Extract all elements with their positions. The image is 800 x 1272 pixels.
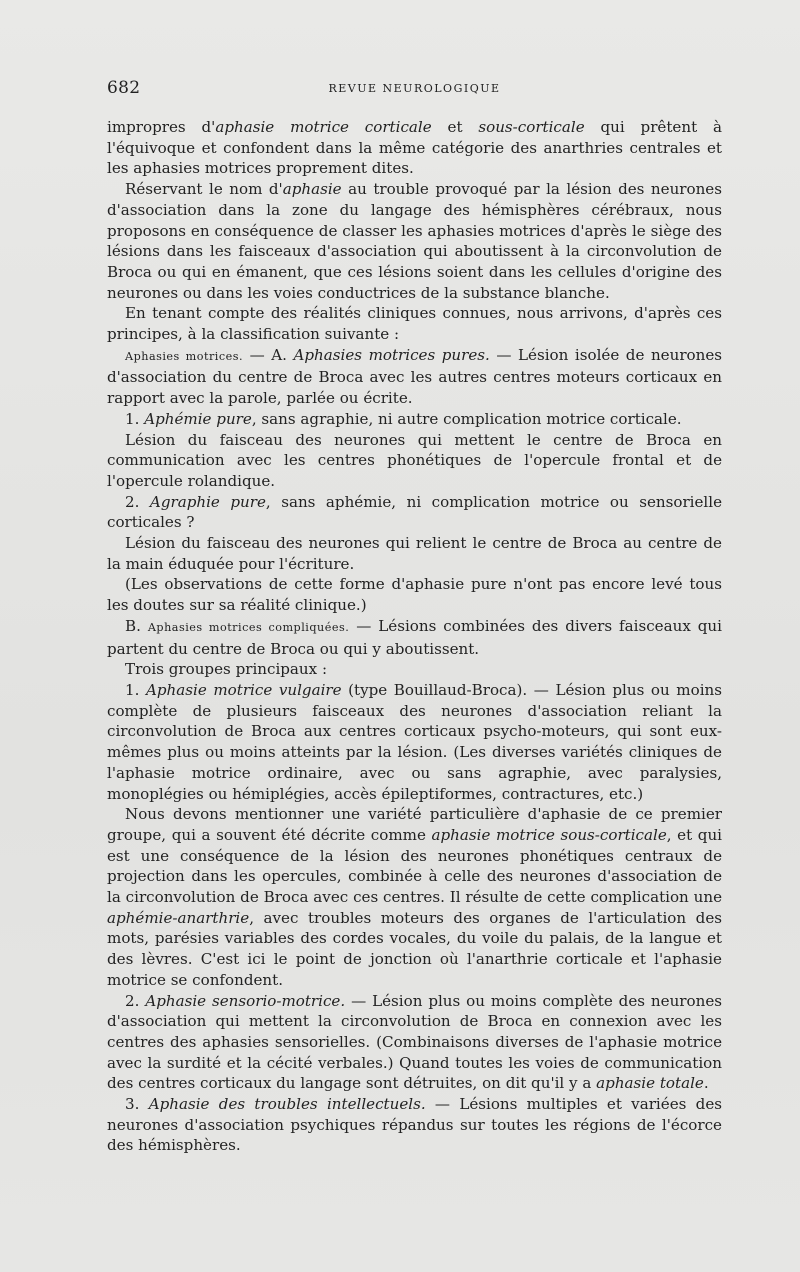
body-text <box>107 117 722 1156</box>
running-title: REVUE NEUROLOGIQUE <box>328 82 501 95</box>
paragraph-7-agraphie-pure: 2. Agraphie pure, sans aphémie, ni complication motrice ou sensorielle corticales ? <box>107 492 723 532</box>
paragraph-10-aphasies-compliquees: B. Aphasies motrices compliquées. — Lésions combinées des divers faisceaux qui partent du centre de Broca ou qui y aboutissent. <box>107 616 722 658</box>
paragraph-12-aphasie-vulgaire: 1. Aphasie motrice vulgaire (type Bouillaud-Broca). — Lésion plus ou moins complète de plusieurs faisceaux des neurones d'association reliant la circonvolution de Broca aux centres corticaux psycho-moteurs, qui sont eux-mêmes plus ou moins atteints par la lésion. (Les diverses variétés cliniques de l'aphasie motrice ordinaire, avec ou sans agraphie, avec paralysies, monoplégies ou hémiplégies, accès épileptiformes, contractures, etc.) <box>107 680 722 803</box>
paragraph-4-aphasies-motrices: Aphasies motrices. — A. Aphasies motrices pures. — Lésion isolée de neurones d'association du centre de Broca avec les autres centres moteurs corticaux en rapport avec la parole, parlée ou écrite. <box>107 345 723 408</box>
paragraph-13: Nous devons mentionner une variété particulière d'aphasie de ce premier groupe, qui a souvent été décrite comme aphasie motrice sous-corticale, et qui est une conséquence de la lésion des neurones phonétiques centraux de projection dans les opercules, combinée à celle des neurones d'association de la circonvolution de Broca avec ces centres. Il résulte de cette complication une aphémie-anarthrie, avec troubles moteurs des organes de l'articulation des mots, parésies variables des cordes vocales, du voile du palais, de la langue et des lèvres. C'est ici le point de jonction où l'anarthrie corticale et l'aphasie motrice se confondent. <box>107 805 722 989</box>
paragraph-15-aphasie-troubles-intellectuels: 3. Aphasie des troubles intellectuels. — Lésions multiples et variées des neurones d'association psychiques répandus sur toutes les régions de l'écorce des hémisphères. <box>107 1095 722 1155</box>
paragraph-6: Lésion du faisceau des neurones qui mettent le centre de Broca en communication avec les centres phonétiques de l'opercule frontal et de l'opercule rolandique. <box>107 430 722 490</box>
paragraph-5-aphemie-pure: 1. Aphémie pure, sans agraphie, ni autre complication motrice corticale. <box>125 409 682 428</box>
paragraph-9: (Les observations de cette forme d'aphasie pure n'ont pas encore levé tous les doutes sur sa réalité clinique.) <box>107 575 722 615</box>
paragraph-8: Lésion du faisceau des neurones qui relient le centre de Broca au centre de la main éduquée pour l'écriture. <box>107 534 722 573</box>
paragraph-2: Réservant le nom d'aphasie au trouble provoqué par la lésion des neurones d'association dans la zone du langage des hémisphères cérébraux, nous proposons en conséquence de classer les aphasies motrices d'après le siège des lésions dans les faisceaux d'association qui aboutissent à la circonvolution de Broca ou qui en émanent, que ces lésions soient dans les cellules d'origine des neurones ou dans les voies conductrices de la substance blanche. <box>107 180 722 302</box>
paragraph-11: Trois groupes principaux : <box>125 660 328 679</box>
paragraph-3: En tenant compte des réalités cliniques connues, nous arrivons, d'après ces principes, à la classification suivante : <box>107 304 722 344</box>
page-header <box>107 78 722 102</box>
paragraph-14-aphasie-sensorio-motrice: 2. Aphasie sensorio-motrice. — Lésion plus ou moins complète des neurones d'association qui mettent la circonvolution de Broca en connexion avec les centres des aphasies sensorielles. (Combinaisons diverses de l'aphasie motrice avec la surdité et la cécité verbales.) Quand toutes les voies de communication des centres corticaux du langage sont détruites, on dit qu'il y a aphasie totale. <box>107 991 722 1093</box>
page-number: 682 <box>107 78 141 98</box>
paragraph-1: impropres d'aphasie motrice corticale et sous-corticale qui prêtent à l'équivoque et confondent dans la même catégorie des anarthries centrales et les aphasies motrices proprement dites. <box>107 118 722 178</box>
